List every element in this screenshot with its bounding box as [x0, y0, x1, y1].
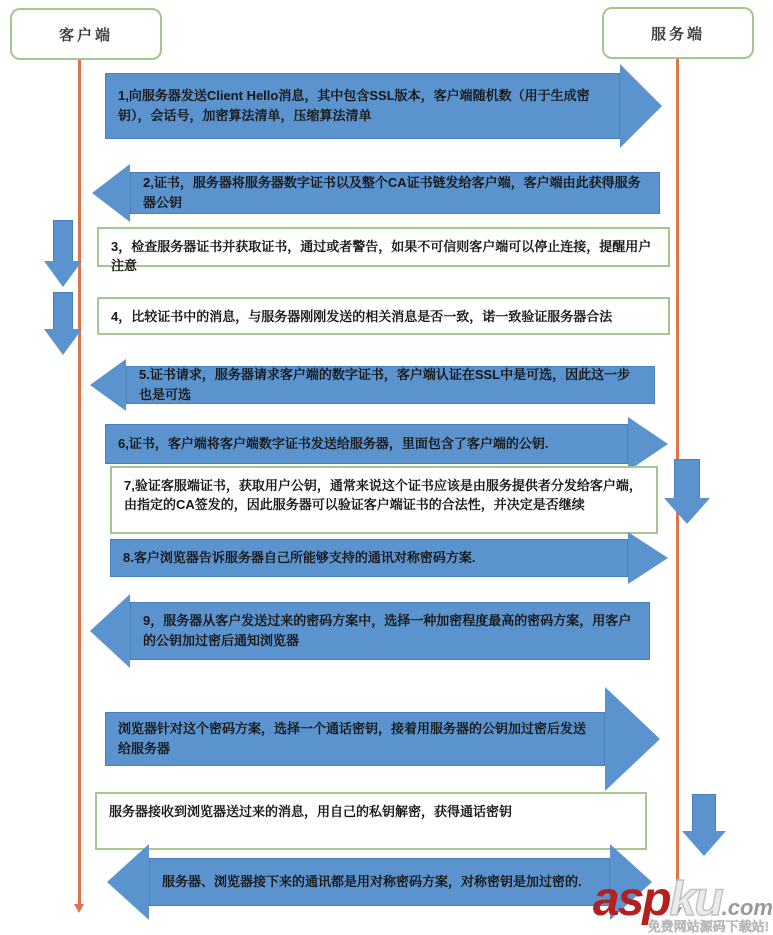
- arrow-body: [105, 73, 620, 139]
- arrow-body: [130, 602, 650, 660]
- note-step-11: [95, 792, 647, 850]
- watermark-brand-asp: asp: [592, 873, 670, 926]
- arrow-head-left-icon: [107, 844, 149, 920]
- server-process-down-arrow-2-icon: [682, 794, 726, 856]
- watermark-logo: [592, 873, 773, 934]
- arrow-label-step-2: 2,证书，服务器将服务器数字证书以及整个CA证书链发给客户端，客户端由此获得服务器公钥: [143, 175, 641, 210]
- arrow-body: [110, 539, 628, 577]
- arrow-body: [130, 172, 660, 214]
- arrow-label-step-5: 5.证书请求，服务器请求客户端的数字证书，客户端认证在SSL中是可选，因此这一步也是可选: [139, 367, 631, 402]
- arrow-head-right-icon: [628, 417, 668, 471]
- client-process-down-arrow-2-icon: [44, 292, 82, 355]
- server-process-down-arrow-1-icon: [664, 459, 710, 524]
- actor-box-client: [10, 8, 162, 60]
- note-label-step-4: 4，比较证书中的消息，与服务器刚刚发送的相关消息是否一致，诺一致验证服务器合法: [111, 309, 613, 324]
- client-lifeline-arrow-icon: [74, 904, 84, 913]
- arrow-head-left-icon: [92, 164, 130, 222]
- arrow-label-step-1: 1,向服务器发送Client Hello消息，其中包含SSL版本，客户端随机数（用于生成密钥），会话号，加密算法清单，压缩算法清单: [118, 88, 590, 123]
- arrow-head-right-icon: [628, 532, 668, 584]
- message-arrow-step-2: [92, 164, 660, 222]
- note-label-step-3: 3，检查服务器证书并获取证书，通过或者警告，如果不可信则客户端可以停止连接，提醒用户注意: [111, 239, 652, 273]
- arrow-head-left-icon: [90, 594, 130, 668]
- client-lifeline: [78, 56, 81, 904]
- watermark-brand-ku: ku: [669, 873, 722, 926]
- message-arrow-step-1: [105, 64, 662, 148]
- note-step-3: [97, 227, 670, 273]
- arrow-head-right-icon: [620, 64, 662, 148]
- actor-label-server: 服务端: [650, 25, 705, 43]
- arrow-label-step-6: 6,证书，客户端将客户端数字证书发送给服务器，里面包含了客户端的公钥.: [118, 436, 549, 451]
- message-arrow-step-12: [107, 844, 652, 920]
- arrow-head-left-icon: [90, 359, 126, 411]
- message-arrow-step-6: [105, 417, 668, 471]
- note-step-4: [97, 297, 670, 335]
- client-process-down-arrow-1-icon: [44, 220, 82, 287]
- arrow-label-step-8: 8.客户浏览器告诉服务器自己所能够支持的通讯对称密码方案.: [123, 550, 476, 565]
- message-arrow-step-8: [110, 532, 668, 584]
- note-label-step-7: 7,验证客服端证书，获取用户公钥，通常来说这个证书应该是由服务提供者分发给客户端，由指定的CA签发的，因此服务器可以验证客户端证书的合法性，并决定是否继续: [124, 478, 642, 512]
- arrow-body: [149, 858, 610, 906]
- message-arrow-step-5: [90, 359, 655, 411]
- arrow-body: [126, 366, 655, 404]
- actor-label-client: 客户端: [58, 26, 113, 44]
- arrow-label-step-9: 9，服务器从客户发送过来的密码方案中，选择一种加密程度最高的密码方案，用客户的公钥加过密后通知浏览器: [143, 613, 632, 648]
- message-arrow-step-10: [105, 687, 660, 791]
- note-label-step-11: 服务器接收到浏览器送过来的消息，用自己的私钥解密，获得通话密钥: [109, 804, 513, 819]
- actor-box-server: [602, 7, 754, 59]
- note-step-7: [110, 466, 658, 534]
- watermark-tagline: 免费网站源码下载站!: [647, 919, 769, 934]
- watermark-brand-suffix: .com: [721, 895, 773, 920]
- message-arrow-step-9: [90, 594, 650, 668]
- arrow-head-right-icon: [605, 687, 660, 791]
- arrow-label-step-12: 服务器、浏览器接下来的通讯都是用对称密码方案，对称密钥是加过密的.: [162, 874, 582, 889]
- arrow-body: [105, 424, 628, 464]
- watermark-brand: [592, 873, 773, 926]
- arrow-label-step-10: 浏览器针对这个密码方案，选择一个通话密钥，接着用服务器的公钥加过密后发送给服务器: [118, 721, 587, 756]
- arrow-body: [105, 712, 605, 766]
